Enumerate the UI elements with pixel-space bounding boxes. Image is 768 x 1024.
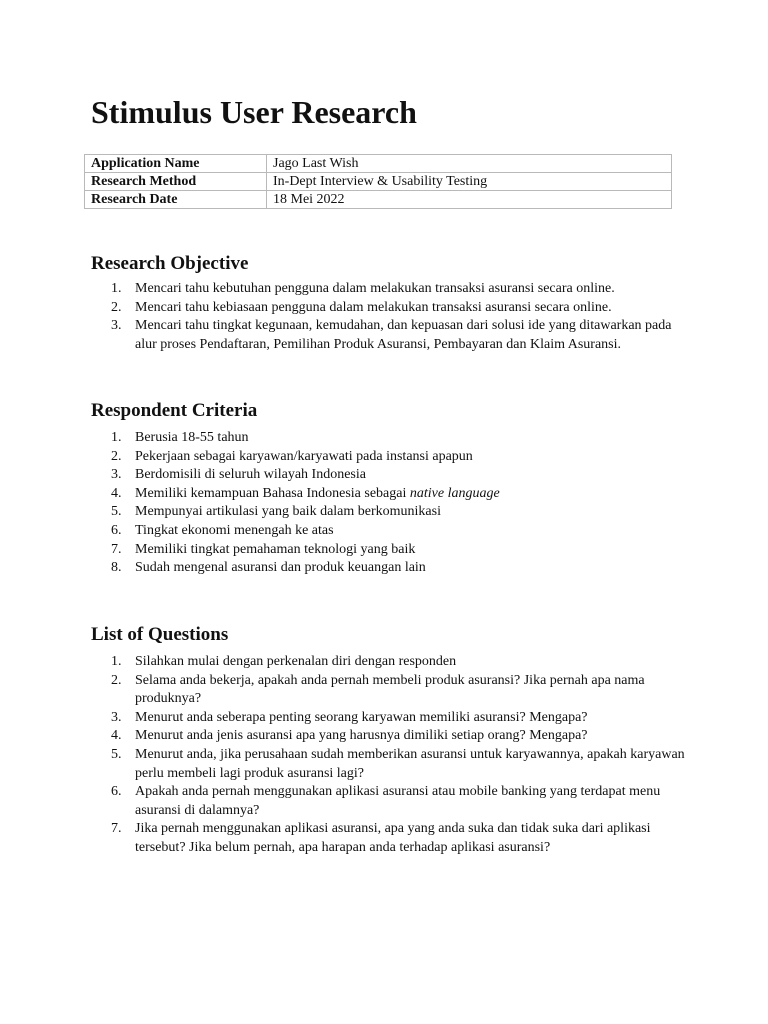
list-item	[111, 746, 691, 783]
list-item-text: Mencari tahu kebiasaan pengguna dalam melakukan transaksi asuransi secara online.	[135, 299, 612, 315]
research-method-label: Research Method	[85, 173, 267, 191]
list-item	[111, 429, 691, 448]
list-item-text-italic: native language	[409, 485, 500, 501]
list-of-questions-heading: List of Questions	[91, 624, 229, 645]
list-item	[111, 299, 691, 318]
research-date-value: 18 Mei 2022	[267, 191, 672, 209]
list-item-text: Memiliki tingkat pemahaman teknologi yang baik	[135, 541, 416, 557]
list-item-text: Berdomisili di seluruh wilayah Indonesia	[135, 467, 366, 483]
list-item-text: Tingkat ekonomi menengah ke atas	[135, 522, 334, 538]
list-item-text: Sudah mengenal asuransi dan produk keuangan lain	[135, 560, 426, 576]
list-item-number: 3.	[111, 467, 122, 483]
research-method-value: In-Dept Interview & Usability Testing	[267, 173, 672, 191]
list-item-text: Menurut anda seberapa penting seorang karyawan memiliki asuransi? Mengapa?	[135, 709, 588, 725]
research-date-label: Research Date	[85, 191, 267, 209]
list-item-number: 2.	[111, 672, 122, 688]
list-item	[111, 559, 691, 578]
list-item	[111, 317, 691, 354]
list-item	[111, 820, 691, 857]
list-item-text: Jika pernah menggunakan aplikasi asuransi, apa yang anda suka dan tidak suka dari aplikasi tersebut? Jika belum pernah, apa harapan anda terhadap aplikasi asuransi?	[135, 821, 651, 855]
list-item-number: 3.	[111, 318, 122, 334]
list-item-number: 4.	[111, 485, 122, 501]
list-item	[111, 672, 691, 709]
list-item-text: Mencari tahu kebutuhan pengguna dalam melakukan transaksi asuransi secara online.	[135, 281, 615, 296]
list-item-number: 3.	[111, 709, 122, 725]
list-item-text: Mempunyai artikulasi yang baik dalam berkomunikasi	[135, 504, 441, 520]
research-objective-list	[111, 280, 691, 354]
list-item-number: 7.	[111, 541, 122, 557]
research-objective-heading: Research Objective	[91, 253, 249, 274]
list-item-text	[135, 486, 500, 501]
list-item-text: Selama anda bekerja, apakah anda pernah membeli produk asuransi? Jika pernah apa nama produknya?	[135, 672, 645, 707]
application-name-label: Application Name	[85, 155, 267, 173]
list-item-number: 6.	[111, 784, 122, 800]
table-row	[85, 191, 672, 209]
list-item-text: Mencari tahu tingkat kegunaan, kemudahan, dan kepuasan dari solusi ide yang ditawarkan pada alur proses Pendaftaran, Pemilihan Produk Asuransi, Pembayaran dan Klaim Asuransi.	[135, 318, 672, 352]
list-item-number: 5.	[111, 746, 122, 762]
list-item-number: 5.	[111, 504, 122, 520]
list-item-text: Menurut anda, jika perusahaan sudah memberikan asuransi untuk karyawannya, apakah karyawan perlu membeli lagi produk asuransi lagi?	[135, 746, 685, 781]
list-item	[111, 653, 691, 672]
list-item-number: 2.	[111, 448, 122, 464]
list-item	[111, 541, 691, 560]
list-item-text: Apakah anda pernah menggunakan aplikasi asuransi atau mobile banking yang terdapat menu asuransi di dalamnya?	[135, 784, 661, 818]
list-item	[111, 280, 691, 299]
list-item-text: Berusia 18-55 tahun	[135, 430, 249, 445]
respondent-criteria-heading: Respondent Criteria	[91, 400, 258, 421]
list-item	[111, 448, 691, 467]
list-item-text: Menurut anda jenis asuransi apa yang harusnya dimiliki setiap orang? Mengapa?	[135, 728, 588, 744]
research-info-table	[84, 154, 672, 209]
questions-list	[111, 653, 691, 858]
list-item-number: 7.	[111, 821, 122, 837]
list-item-number: 1.	[111, 654, 122, 669]
list-item	[111, 522, 691, 541]
respondent-criteria-list	[111, 429, 691, 578]
table-row	[85, 155, 672, 173]
list-item	[111, 503, 691, 522]
list-item-number: 2.	[111, 299, 122, 315]
list-item-text-main: Memiliki kemampuan Bahasa Indonesia sebagai	[135, 485, 410, 501]
list-item-text: Pekerjaan sebagai karyawan/karyawati pada instansi apapun	[135, 448, 473, 464]
list-item-number: 1.	[111, 281, 122, 296]
list-item	[111, 466, 691, 485]
list-item	[111, 709, 691, 728]
list-item-text: Silahkan mulai dengan perkenalan diri dengan responden	[135, 654, 457, 669]
document-title: Stimulus User Research	[91, 94, 417, 130]
table-row	[85, 173, 672, 191]
list-item	[111, 485, 691, 504]
list-item-number: 4.	[111, 728, 122, 744]
list-item-number: 1.	[111, 430, 122, 445]
application-name-value: Jago Last Wish	[267, 155, 672, 173]
list-item-number: 6.	[111, 522, 122, 538]
list-item-number: 8.	[111, 560, 122, 576]
list-item	[111, 727, 691, 746]
list-item	[111, 783, 691, 820]
